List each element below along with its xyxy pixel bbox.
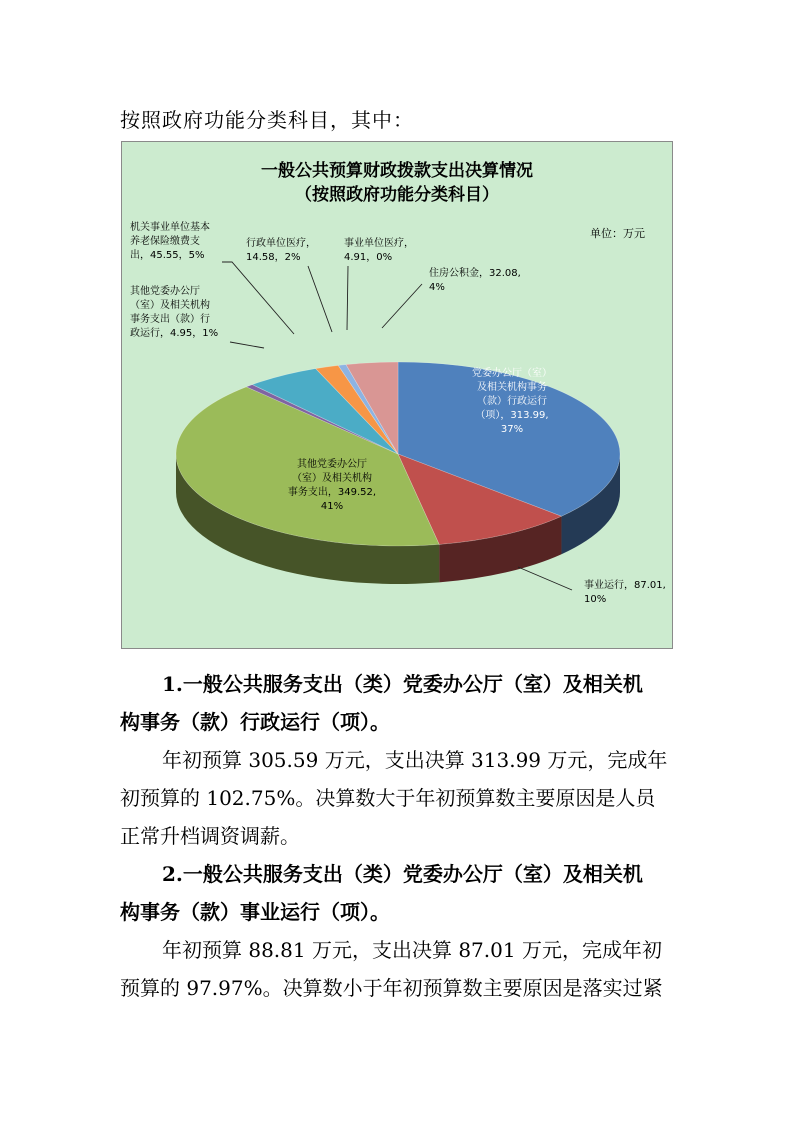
section1-heading-line1: 1.一般公共服务支出（类）党委办公厅（室）及相关机 — [162, 672, 643, 696]
slice-label-s5: 行政单位医疗， 14.58，2% — [246, 238, 316, 263]
slice-label-s4: 机关事业单位基本养老保险缴费支出，45.55，5% — [130, 222, 210, 261]
leader-line-s5 — [308, 266, 332, 332]
slice-label-s2: 其他党委办公厅（室）及相关机构事务支出，349.52, 41% — [287, 459, 377, 512]
slice-label-s1: 事业运行，87.01, 10% — [584, 580, 666, 605]
section2-heading-line2: 构事务（款）事业运行（项）。 — [120, 900, 390, 924]
section1-body-line3: 正常升档调资调薪。 — [120, 824, 300, 848]
leader-line-s7 — [382, 284, 422, 328]
chart-title-line2: （按照政府功能分类科目） — [295, 185, 499, 205]
pie-chart — [122, 142, 674, 650]
leader-line-s1 — [518, 567, 572, 590]
slice-label-s3: 其他党委办公厅（室）及相关机构事务支出（款）行政运行，4.95，1% — [130, 286, 219, 339]
leader-line-s4 — [222, 262, 294, 334]
chart-title-line1: 一般公共预算财政拨款支出决算情况 — [261, 161, 533, 181]
section2-body-line2: 预算的 97.97%。决算数小于年初预算数主要原因是落实过紧 — [120, 976, 663, 1000]
slice-label-s0: 党委办公厅（室）及相关机构事务（款）行政运行（项），313.99, 37% — [472, 368, 552, 435]
section2-body-line1: 年初预算 88.81 万元，支出决算 87.01 万元，完成年初 — [162, 938, 662, 962]
section1-heading-line2: 构事务（款）行政运行（项）。 — [120, 710, 390, 734]
chart-unit-label: 单位：万元 — [590, 227, 645, 240]
leader-line-s6 — [347, 266, 348, 330]
pie-chart-panel — [121, 141, 673, 649]
slice-label-s7: 住房公积金，32.08, 4% — [429, 268, 521, 293]
leader-line-s3 — [230, 342, 264, 348]
intro-text: 按照政府功能分类科目，其中： — [120, 108, 414, 132]
slice-label-s6: 事业单位医疗， 4.91，0% — [344, 238, 414, 263]
section2-heading-line1: 2.一般公共服务支出（类）党委办公厅（室）及相关机 — [162, 862, 643, 886]
section1-body-line1: 年初预算 305.59 万元，支出决算 313.99 万元，完成年 — [162, 748, 668, 772]
section1-body-line2: 初预算的 102.75%。决算数大于年初预算数主要原因是人员 — [120, 786, 656, 810]
